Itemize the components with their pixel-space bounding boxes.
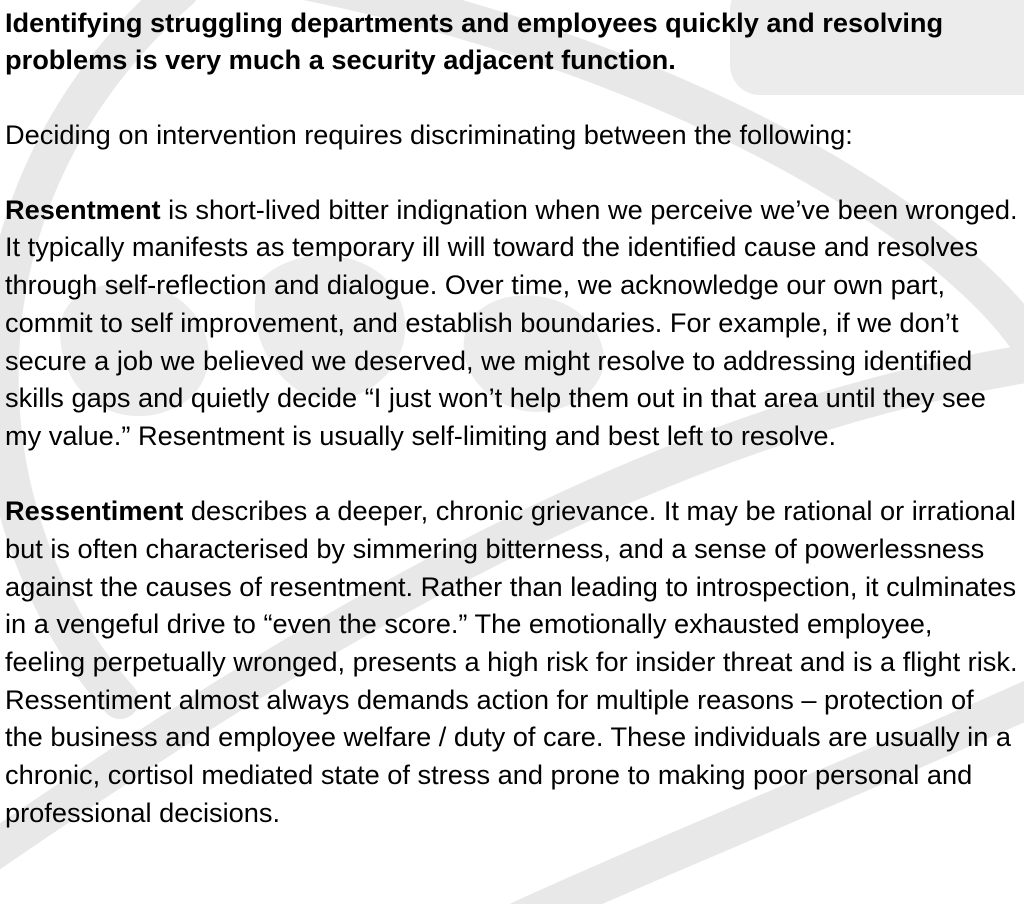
paragraph-spacer [5,455,1018,493]
resentment-term: Resentment [5,193,161,225]
paragraph-spacer [5,78,1018,116]
paragraph-spacer [5,153,1018,191]
ressentiment-term: Ressentiment [5,495,184,527]
ressentiment-paragraph [5,492,1018,831]
resentment-definition: is short-lived bitter indignation when we perceive we’ve been wronged. It typically manifests as temporary ill will toward the identified cause and resolves through self-reflection and dialogue. Over time, we acknowledge our own part, commit to self improvement, and establish boundaries. For example, if we don’t secure a job we believed we deserved, we might resolve to addressing identified skills gaps and quietly decide “I just won’t help them out in that area until they see my value.” Resentment is usually self-limiting and best left to resolve. [5,193,1018,451]
ressentiment-definition: describes a deeper, chronic grievance. It may be rational or irrational but is often characterised by simmering bitterness, and a sense of powerlessness against the causes of resentment. Rather than leading to introspection, it culminates in a vengeful drive to “even the score.” The emotionally exhausted employee, feeling perpetually wronged, presents a high risk for insider threat and is a flight risk. Ressentiment almost always demands action for multiple reasons – protection of the business and employee welfare / duty of care. These individuals are usually in a chronic, cortisol mediated state of stress and prone to making poor personal and professional decisions. [5,495,1018,828]
resentment-paragraph [5,191,1018,455]
intro-paragraph: Deciding on intervention requires discriminating between the following: [5,118,853,150]
document-heading: Identifying struggling departments and employees quickly and resolving problems is very much a security adjacent function. [5,7,944,75]
